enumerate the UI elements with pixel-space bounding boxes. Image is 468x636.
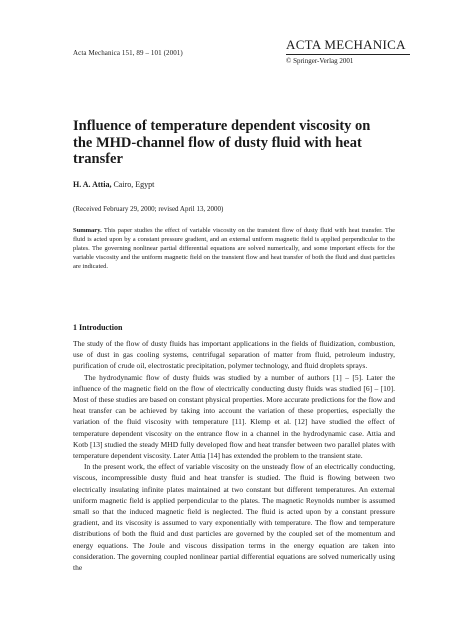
journal-masthead: [286, 38, 414, 66]
body-paragraph: The study of the flow of dusty fluids has important applications in the fields of fluidization, combustion, use of dust in gas cooling systems, centrifugal separation of matter from fluid, petroleum industry, purification of crude oil, electrostatic precipitation, polymer technology, and fluid droplets sprays.: [73, 339, 395, 371]
author-line: [73, 180, 154, 189]
abstract-label: Summary.: [73, 227, 102, 234]
received-dates: (Received February 29, 2000; revised April 13, 2000): [73, 205, 224, 213]
journal-title: ACTA MECHANICA: [286, 37, 406, 52]
paper-title: Influence of temperature dependent viscosity on the MHD-channel flow of dusty fluid with heat transfer: [73, 118, 371, 167]
abstract: [73, 227, 395, 272]
section-body: [73, 338, 395, 573]
body-paragraph: In the present work, the effect of variable viscosity on the unsteady flow of an electrically conducting, viscous, incompressible dusty fluid and heat transfer is studied. The fluid is flowing between two electrically insulating infinite plates maintained at two constant but different temperatures. An external uniform magnetic field is applied perpendicular to the plates. The magnetic Reynolds number is assumed small so that the induced magnetic field is neglected. The fluid is acted upon by a constant pressure gradient, and its viscosity is assumed to vary exponentially with temperature. The flow and temperature distributions of both the fluid and dust particles are governed by the coupled set of the momentum and energy equations. The Joule and viscous dissipation terms in the energy equation are taken into consideration. The governing coupled nonlinear partial differential equations are solved numerically using the: [73, 462, 395, 573]
masthead-divider: [286, 54, 410, 55]
abstract-text: This paper studies the effect of variable viscosity on the transient flow of dusty fluid with heat transfer. The fluid is acted upon by a constant pressure gradient, and an external uniform magnetic field is applied perpendicular to the plates. The governing nonlinear partial differential equations are solved numerically, and some important effects for the variable viscosity and the uniform magnetic field on the transient flow and heat transfer of both the fluid and dust particles are indicated.: [73, 227, 395, 270]
body-paragraph: The hydrodynamic flow of dusty fluids was studied by a number of authors [1] – [5]. Later the influence of the magnetic field on the flow of electrically conducting dusty fluids was studied [6] – [10]. Most of these studies are based on constant physical properties. More accurate predictions for the flow and heat transfer can be achieved by taking into account the variation of these properties, especially the variation of the fluid viscosity with temperature [11]. Klemp et al. [12] have studied the effect of temperature dependent viscosity on the entrance flow in a channel in the hydrodynamic case. Attia and Kotb [13] studied the steady MHD fully developed flow and heat transfer between two parallel plates with temperature dependent viscosity. Later Attia [14] has extended the problem to the transient state.: [73, 372, 395, 461]
section-heading: 1 Introduction: [73, 323, 123, 332]
author-affiliation: Cairo, Egypt: [111, 180, 155, 189]
author-name: H. A. Attia,: [73, 180, 112, 189]
copyright-notice: © Springer-Verlag 2001: [286, 57, 354, 65]
journal-reference: Acta Mechanica 151, 89 – 101 (2001): [73, 49, 183, 57]
